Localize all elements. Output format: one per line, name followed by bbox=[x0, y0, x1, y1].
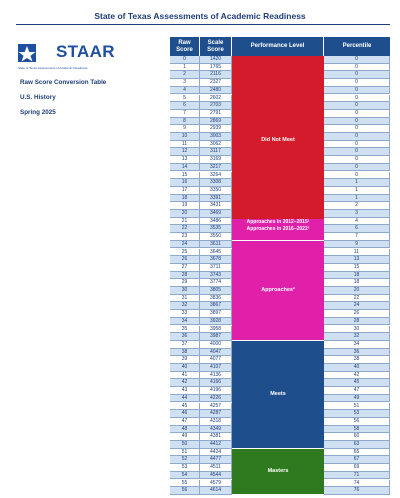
raw-score-cell: 19 bbox=[170, 202, 200, 210]
percentile-cell: 65 bbox=[324, 449, 390, 457]
raw-score-cell: 38 bbox=[170, 349, 200, 357]
percentile-cell: 18 bbox=[324, 279, 390, 287]
percentile-cell: 0 bbox=[324, 164, 390, 172]
scale-score-cell: 4136 bbox=[200, 372, 232, 380]
percentile-cell: 0 bbox=[324, 64, 390, 72]
percentile-cell: 63 bbox=[324, 441, 390, 449]
scale-score-cell: 3645 bbox=[200, 249, 232, 257]
scale-score-cell: 3987 bbox=[200, 333, 232, 341]
scale-score-cell: 3836 bbox=[200, 295, 232, 303]
performance-band: Meets bbox=[232, 341, 324, 449]
raw-score-cell: 55 bbox=[170, 480, 200, 488]
percentile-cell: 0 bbox=[324, 110, 390, 118]
raw-score-cell: 56 bbox=[170, 487, 200, 495]
raw-score-cell: 9 bbox=[170, 125, 200, 133]
raw-score-cell: 25 bbox=[170, 249, 200, 257]
percentile-cell: 53 bbox=[324, 410, 390, 418]
cut-score-label: Approaches in 2012–2015¹ bbox=[232, 219, 324, 225]
raw-score-cell: 22 bbox=[170, 225, 200, 233]
raw-score-cell: 34 bbox=[170, 318, 200, 326]
scale-score-cell: 4077 bbox=[200, 356, 232, 364]
scale-score-cell: 4424 bbox=[200, 449, 232, 457]
raw-score-cell: 0 bbox=[170, 56, 200, 64]
scale-score-cell: 2602 bbox=[200, 95, 232, 103]
percentile-cell: 42 bbox=[324, 372, 390, 380]
logo-wordmark: STAAR bbox=[56, 42, 115, 61]
header-scale-score: Scale Score bbox=[200, 37, 232, 56]
raw-score-cell: 33 bbox=[170, 310, 200, 318]
scale-score-cell: 3003 bbox=[200, 133, 232, 141]
scale-score-cell: 1420 bbox=[200, 56, 232, 64]
percentile-cell: 30 bbox=[324, 326, 390, 334]
percentile-cell: 0 bbox=[324, 95, 390, 103]
percentile-cell: 0 bbox=[324, 102, 390, 110]
raw-score-cell: 46 bbox=[170, 410, 200, 418]
percentile-cell: 56 bbox=[324, 418, 390, 426]
cut-score-label: Approaches in 2016–2022¹ bbox=[232, 226, 324, 232]
scale-score-cell: 4226 bbox=[200, 395, 232, 403]
percentile-cell: 47 bbox=[324, 387, 390, 395]
raw-score-cell: 13 bbox=[170, 156, 200, 164]
percentile-cell: 26 bbox=[324, 310, 390, 318]
scale-score-cell: 3264 bbox=[200, 172, 232, 180]
percentile-cell: 58 bbox=[324, 426, 390, 434]
scale-score-cell: 3308 bbox=[200, 179, 232, 187]
percentile-cell: 4 bbox=[324, 218, 390, 226]
scale-score-cell: 2791 bbox=[200, 110, 232, 118]
scale-score-cell: 4107 bbox=[200, 364, 232, 372]
scale-score-cell: 3391 bbox=[200, 195, 232, 203]
raw-score-cell: 24 bbox=[170, 241, 200, 249]
scale-score-cell: 3550 bbox=[200, 233, 232, 241]
page-title: State of Texas Assessments of Academic Readiness bbox=[94, 11, 306, 21]
raw-score-cell: 48 bbox=[170, 426, 200, 434]
raw-score-cell: 5 bbox=[170, 95, 200, 103]
raw-score-cell: 11 bbox=[170, 141, 200, 149]
scale-score-cell: 3867 bbox=[200, 302, 232, 310]
percentile-cell: 0 bbox=[324, 133, 390, 141]
percentile-cell: 3 bbox=[324, 210, 390, 218]
scale-score-cell: 3469 bbox=[200, 210, 232, 218]
scale-score-cell: 2869 bbox=[200, 118, 232, 126]
title-divider bbox=[16, 24, 390, 25]
percentile-cell: 1 bbox=[324, 179, 390, 187]
raw-score-cell: 4 bbox=[170, 87, 200, 95]
percentile-cell: 7 bbox=[324, 233, 390, 241]
percentile-cell: 38 bbox=[324, 356, 390, 364]
raw-score-cell: 29 bbox=[170, 279, 200, 287]
scale-score-cell: 4047 bbox=[200, 349, 232, 357]
raw-score-cell: 30 bbox=[170, 287, 200, 295]
percentile-cell: 69 bbox=[324, 464, 390, 472]
percentile-cell: 71 bbox=[324, 472, 390, 480]
raw-score-cell: 40 bbox=[170, 364, 200, 372]
scale-score-cell: 1765 bbox=[200, 64, 232, 72]
percentile-cell: 22 bbox=[324, 295, 390, 303]
percentile-cell: 2 bbox=[324, 202, 390, 210]
scale-score-cell: 4349 bbox=[200, 426, 232, 434]
percentile-cell: 34 bbox=[324, 341, 390, 349]
raw-score-cell: 41 bbox=[170, 372, 200, 380]
subject-name: U.S. History bbox=[20, 94, 56, 101]
raw-score-cell: 47 bbox=[170, 418, 200, 426]
raw-score-cell: 14 bbox=[170, 164, 200, 172]
percentile-cell: 0 bbox=[324, 172, 390, 180]
percentile-cell: 13 bbox=[324, 256, 390, 264]
raw-score-cell: 52 bbox=[170, 456, 200, 464]
scale-score-cell: 3350 bbox=[200, 187, 232, 195]
header-performance-level: Performance Level bbox=[232, 37, 324, 56]
scale-score-cell: 4196 bbox=[200, 387, 232, 395]
scale-score-cell: 4544 bbox=[200, 472, 232, 480]
scale-score-cell: 3486 bbox=[200, 218, 232, 226]
scale-score-cell: 3062 bbox=[200, 141, 232, 149]
raw-score-cell: 28 bbox=[170, 272, 200, 280]
percentile-cell: 76 bbox=[324, 487, 390, 495]
percentile-cell: 0 bbox=[324, 79, 390, 87]
scale-score-cell: 3897 bbox=[200, 310, 232, 318]
raw-score-cell: 20 bbox=[170, 210, 200, 218]
scale-score-cell: 3535 bbox=[200, 225, 232, 233]
scale-score-cell: 4381 bbox=[200, 433, 232, 441]
scale-score-cell: 4257 bbox=[200, 403, 232, 411]
percentile-cell: 9 bbox=[324, 241, 390, 249]
raw-score-cell: 15 bbox=[170, 172, 200, 180]
raw-score-cell: 37 bbox=[170, 341, 200, 349]
document-type: Raw Score Conversion Table bbox=[20, 79, 107, 86]
scale-score-cell: 4614 bbox=[200, 487, 232, 495]
scale-score-cell: 4579 bbox=[200, 480, 232, 488]
scale-score-cell: 3743 bbox=[200, 272, 232, 280]
percentile-cell: 0 bbox=[324, 156, 390, 164]
raw-score-cell: 18 bbox=[170, 195, 200, 203]
percentile-cell: 0 bbox=[324, 125, 390, 133]
percentile-cell: 60 bbox=[324, 433, 390, 441]
raw-score-cell: 44 bbox=[170, 395, 200, 403]
percentile-cell: 0 bbox=[324, 148, 390, 156]
raw-score-cell: 26 bbox=[170, 256, 200, 264]
raw-score-cell: 3 bbox=[170, 79, 200, 87]
percentile-cell: 45 bbox=[324, 379, 390, 387]
percentile-cell: 36 bbox=[324, 349, 390, 357]
scale-score-cell: 4511 bbox=[200, 464, 232, 472]
percentile-cell: 0 bbox=[324, 87, 390, 95]
raw-score-cell: 42 bbox=[170, 379, 200, 387]
raw-score-cell: 27 bbox=[170, 264, 200, 272]
scale-score-cell: 4412 bbox=[200, 441, 232, 449]
percentile-cell: 11 bbox=[324, 249, 390, 257]
percentile-cell: 1 bbox=[324, 195, 390, 203]
header-percentile: Percentile bbox=[324, 37, 390, 56]
scale-score-cell: 3711 bbox=[200, 264, 232, 272]
raw-score-cell: 1 bbox=[170, 64, 200, 72]
scale-score-cell: 2703 bbox=[200, 102, 232, 110]
scale-score-cell: 3678 bbox=[200, 256, 232, 264]
percentile-cell: 18 bbox=[324, 272, 390, 280]
raw-score-cell: 43 bbox=[170, 387, 200, 395]
raw-score-cell: 50 bbox=[170, 441, 200, 449]
star-icon bbox=[18, 41, 38, 63]
raw-score-cell: 54 bbox=[170, 472, 200, 480]
scale-score-cell: 3928 bbox=[200, 318, 232, 326]
percentile-cell: 15 bbox=[324, 264, 390, 272]
raw-score-cell: 8 bbox=[170, 118, 200, 126]
percentile-cell: 32 bbox=[324, 333, 390, 341]
scale-score-cell: 2939 bbox=[200, 125, 232, 133]
raw-score-cell: 53 bbox=[170, 464, 200, 472]
raw-score-cell: 16 bbox=[170, 179, 200, 187]
scale-score-cell: 3431 bbox=[200, 202, 232, 210]
raw-score-cell: 21 bbox=[170, 218, 200, 226]
scale-score-cell: 3117 bbox=[200, 148, 232, 156]
header-raw-score: Raw Score bbox=[170, 37, 200, 56]
percentile-cell: 6 bbox=[324, 225, 390, 233]
scale-score-cell: 3217 bbox=[200, 164, 232, 172]
percentile-cell: 24 bbox=[324, 302, 390, 310]
scale-score-cell: 2116 bbox=[200, 71, 232, 79]
raw-score-cell: 2 bbox=[170, 71, 200, 79]
percentile-cell: 49 bbox=[324, 395, 390, 403]
administration-date: Spring 2025 bbox=[20, 109, 56, 116]
scale-score-cell: 3774 bbox=[200, 279, 232, 287]
percentile-cell: 20 bbox=[324, 287, 390, 295]
scale-score-cell: 4477 bbox=[200, 456, 232, 464]
raw-score-cell: 51 bbox=[170, 449, 200, 457]
raw-score-cell: 7 bbox=[170, 110, 200, 118]
percentile-cell: 40 bbox=[324, 364, 390, 372]
scale-score-cell: 4000 bbox=[200, 341, 232, 349]
percentile-cell: 0 bbox=[324, 71, 390, 79]
scale-score-cell: 4166 bbox=[200, 379, 232, 387]
performance-band: Approaches² bbox=[232, 241, 324, 341]
percentile-cell: 74 bbox=[324, 480, 390, 488]
raw-score-cell: 49 bbox=[170, 433, 200, 441]
raw-score-cell: 32 bbox=[170, 302, 200, 310]
raw-score-cell: 31 bbox=[170, 295, 200, 303]
scale-score-cell: 2327 bbox=[200, 79, 232, 87]
percentile-cell: 0 bbox=[324, 118, 390, 126]
raw-score-cell: 12 bbox=[170, 148, 200, 156]
scale-score-cell: 3958 bbox=[200, 326, 232, 334]
raw-score-cell: 10 bbox=[170, 133, 200, 141]
scale-score-cell: 4287 bbox=[200, 410, 232, 418]
raw-score-cell: 17 bbox=[170, 187, 200, 195]
raw-score-cell: 36 bbox=[170, 333, 200, 341]
raw-score-cell: 35 bbox=[170, 326, 200, 334]
scale-score-cell: 3169 bbox=[200, 156, 232, 164]
staar-logo bbox=[18, 41, 115, 67]
scale-score-cell: 2480 bbox=[200, 87, 232, 95]
scale-score-cell: 4318 bbox=[200, 418, 232, 426]
logo-tagline: State of Texas Assessments of Academic Readiness bbox=[18, 66, 88, 70]
percentile-cell: 67 bbox=[324, 456, 390, 464]
raw-score-cell: 23 bbox=[170, 233, 200, 241]
scale-score-cell: 3611 bbox=[200, 241, 232, 249]
percentile-cell: 1 bbox=[324, 187, 390, 195]
raw-score-cell: 45 bbox=[170, 403, 200, 411]
performance-band: Did Not Meet bbox=[232, 56, 324, 225]
scale-score-cell: 3805 bbox=[200, 287, 232, 295]
percentile-cell: 51 bbox=[324, 403, 390, 411]
percentile-cell: 28 bbox=[324, 318, 390, 326]
performance-band: Masters bbox=[232, 449, 324, 495]
raw-score-cell: 39 bbox=[170, 356, 200, 364]
percentile-cell: 0 bbox=[324, 141, 390, 149]
percentile-cell: 0 bbox=[324, 56, 390, 64]
raw-score-cell: 6 bbox=[170, 102, 200, 110]
